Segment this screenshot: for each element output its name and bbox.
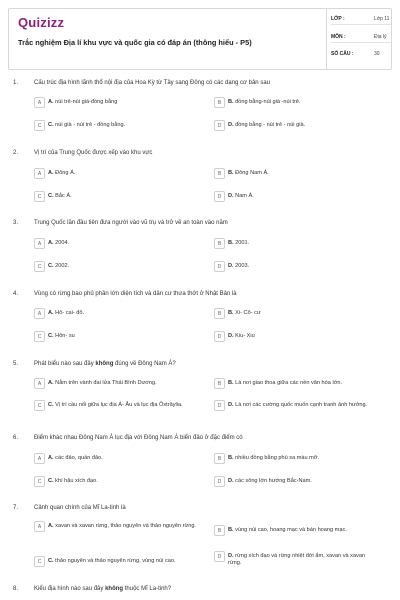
header-divider — [326, 9, 327, 69]
option-c[interactable]: C C. Hôn- su — [34, 331, 198, 342]
option-letter: B — [214, 97, 225, 108]
option-c[interactable]: C C. Vị trí cầu nối giữa lục địa Á- Âu và lục địa Ôxtrâylia. — [34, 400, 198, 411]
option-letter: D — [214, 476, 225, 487]
option-letter: D — [214, 191, 225, 202]
option-b[interactable]: B B. đồng bằng-núi già -núi trẻ. — [214, 97, 378, 108]
option-c[interactable]: C C. thảo nguyên và thảo nguyên rừng, vùng núi cao. — [34, 556, 198, 567]
question-number: 6. — [13, 435, 19, 441]
quizizz-logo: Quizizz — [18, 15, 65, 30]
option-letter: B — [214, 525, 225, 536]
question-number: 3. — [13, 220, 19, 226]
question-number: 7. — [13, 505, 19, 511]
option-c[interactable]: C C. 2002. — [34, 261, 198, 272]
option-d[interactable]: D D. Nam Á. — [214, 191, 378, 202]
meta-count-key: SỐ CÂU : — [331, 51, 354, 57]
option-letter: C — [34, 556, 45, 567]
option-a[interactable]: A A. 2004. — [34, 238, 198, 249]
question-number: 8. — [13, 586, 19, 592]
option-a[interactable]: A A. xavan và xavan rừng, thảo nguyên và thảo nguyên rừng. — [34, 521, 198, 532]
option-letter: A — [34, 168, 45, 179]
question-number: 5. — [13, 361, 19, 367]
question-number: 4. — [13, 291, 19, 297]
option-d[interactable]: D D. rừng xích đạo và rừng nhiệt đới ẩm, xavan và xavan rừng. — [214, 551, 378, 567]
option-d[interactable]: D D. Là nơi các cường quốc muốn cạnh tranh ảnh hưởng. — [214, 400, 378, 411]
option-letter: C — [34, 120, 45, 131]
meta-subject-value: Địa lý — [374, 34, 387, 40]
option-letter: C — [34, 191, 45, 202]
meta-class-key: LỚP : — [331, 16, 345, 22]
option-letter: B — [214, 453, 225, 464]
option-d[interactable]: D D. 2003. — [214, 261, 378, 272]
option-letter: D — [214, 551, 225, 562]
meta-subject-key: MÔN : — [331, 34, 346, 40]
option-d[interactable]: D D. đồng bằng - núi trẻ - núi già. — [214, 120, 378, 131]
option-d[interactable]: D D. các sông lớn hướng Bắc-Nam. — [214, 476, 378, 487]
option-b[interactable]: B B. Đông Nam Á. — [214, 168, 378, 179]
option-b[interactable]: B B. nhiều đồng bằng phù sa màu mỡ. — [214, 453, 378, 464]
option-letter: B — [214, 308, 225, 319]
option-d[interactable]: D D. Kiu- Xiu — [214, 331, 378, 342]
question-text: Vị trí của Trung Quốc được xếp vào khu vực — [34, 150, 153, 156]
option-a[interactable]: A A. núi trẻ-núi già-đồng bằng — [34, 97, 198, 108]
worksheet-title: Trắc nghiệm Địa lí khu vực và quốc gia có đáp án (thông hiểu - P5) — [18, 38, 252, 47]
question-text: Vùng có rừng bao phủ phần lớn diện tích và dân cư thưa thớt ở Nhật Bản là — [34, 291, 237, 297]
meta-class-value: Lớp 11 — [374, 16, 390, 22]
question-text: Điểm khác nhau Đông Nam Á lục địa với Đông Nam Á biển đảo ở đặc điểm có — [34, 435, 243, 441]
option-letter: D — [214, 331, 225, 342]
question-text: Cấu trúc địa hình lãnh thổ nội địa của Hoa Kỳ từ Tây sang Đông có các dạng cơ bản sau — [34, 80, 270, 86]
option-c[interactable]: C C. khí hậu xích đạo. — [34, 476, 198, 487]
option-letter: C — [34, 400, 45, 411]
option-letter: C — [34, 261, 45, 272]
option-letter: C — [34, 331, 45, 342]
option-letter: A — [34, 308, 45, 319]
option-letter: A — [34, 453, 45, 464]
question-text: Trung Quốc lần đầu tiên đưa người vào vũ trụ và trở về an toàn vào năm — [34, 220, 228, 226]
option-letter: D — [214, 400, 225, 411]
option-letter: A — [34, 378, 45, 389]
option-a[interactable]: A A. các đảo, quần đảo. — [34, 453, 198, 464]
question-text: Phát biểu nào sau đây không đúng về Đông Nam Á? — [34, 361, 176, 367]
meta-count-value: 30 — [374, 51, 380, 57]
option-c[interactable]: C C. Bắc Á. — [34, 191, 198, 202]
option-letter: A — [34, 97, 45, 108]
option-letter: A — [34, 521, 45, 532]
option-letter: A — [34, 238, 45, 249]
option-b[interactable]: B B. 2001. — [214, 238, 378, 249]
option-a[interactable]: A A. Nằm trên vành đai lửa Thái Bình Dương. — [34, 378, 198, 389]
option-b[interactable]: B B. Xi- Cô- cư — [214, 308, 378, 319]
option-a[interactable]: A A. Hô- cai- đô. — [34, 308, 198, 319]
option-c[interactable]: C C. núi già - núi trẻ - đồng bằng. — [34, 120, 198, 131]
option-letter: B — [214, 168, 225, 179]
option-b[interactable]: B B. vùng núi cao, hoang mạc và bán hoang mạc. — [214, 525, 378, 536]
question-text: Kiểu địa hình nào sau đây không thuộc Mĩ La-tinh? — [34, 586, 172, 592]
question-text: Cảnh quan chính của Mĩ La-tinh là — [34, 505, 126, 511]
worksheet-header — [8, 8, 392, 70]
option-a[interactable]: A A. Đông Á. — [34, 168, 198, 179]
question-number: 1. — [13, 80, 19, 86]
option-letter: D — [214, 120, 225, 131]
option-letter: B — [214, 238, 225, 249]
question-number: 2. — [13, 150, 19, 156]
option-letter: C — [34, 476, 45, 487]
option-letter: B — [214, 378, 225, 389]
option-b[interactable]: B B. Là nơi giao thoa giữa các nền văn hóa lớn. — [214, 378, 378, 389]
option-letter: D — [214, 261, 225, 272]
